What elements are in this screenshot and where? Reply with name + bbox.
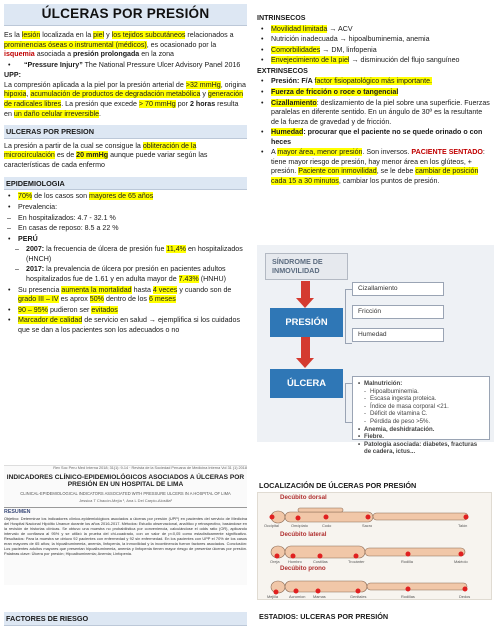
list-item [4, 192, 247, 202]
arrow-down-icon [296, 298, 314, 308]
highlight: mayores de 65 años [88, 192, 154, 201]
highlight: Marcador de calidad [18, 316, 83, 325]
highlight: Envejecimiento de la piel [271, 56, 350, 65]
list-item [257, 128, 491, 147]
list-item [4, 286, 247, 305]
point-label: Maléolo [454, 559, 468, 564]
list-item [12, 265, 247, 284]
definition-paragraph [4, 31, 247, 60]
text: La presión a partir de la cual se consigue la [4, 141, 143, 150]
section-header-ulceras: ULCERAS POR PRESION [4, 125, 247, 139]
list-item [4, 306, 247, 316]
upp-label: UPP: [4, 71, 21, 80]
list-item: • Anemia, deshidratación. [357, 426, 485, 434]
list-item [4, 235, 247, 245]
highlight: piel [93, 31, 105, 39]
list-item [4, 214, 247, 224]
text: En hospitalizados: 4.7 - 32.1 % [18, 213, 116, 222]
text: aunque puede variar según las características de cada enfermo [4, 151, 208, 170]
article-title-english: CLINICAL-EPIDEMIOLOGICAL INDICATORS ASSOCIATED WITH PRESSURE ULCERS IN A HOSPITAL OF LIMA [20, 491, 231, 497]
text: es de [54, 151, 77, 160]
diagram-header: SÍNDROME DE INMOVILIDAD [265, 253, 348, 280]
highlight: evitados [91, 305, 118, 314]
list-item [4, 224, 247, 234]
highlight: 7.43% [178, 274, 199, 283]
list-item: - Índice de masa corporal <21. [357, 403, 485, 411]
highlight: un daño celular irreversible [13, 109, 100, 118]
text: de servicio en salud → ejemplifica si los cuidados que se dan a los pacientes son los adecuados o no [18, 316, 240, 334]
reference-source: The National Pressure Ulcer Advisory Panel 2016 [82, 60, 241, 69]
point-label: Acromion [289, 594, 306, 599]
highlight: los tejidos subcutáneos [111, 31, 186, 39]
arrow-stem-1 [301, 281, 310, 299]
highlight: 50% [89, 295, 104, 304]
highlight: hipoxia [4, 90, 27, 99]
extrinsecos-list [257, 77, 491, 186]
text: resulta en [4, 99, 239, 118]
text: y [104, 31, 112, 39]
section-header-localizacion: LOCALIZACIÓN DE ÚLCERAS POR PRESIÓN [257, 481, 492, 492]
text: : tiene mayor riesgo de presión, hay menor área en los glúteos, + presión. [271, 148, 485, 176]
list-item [257, 99, 491, 128]
keyword: 2 horas [189, 99, 216, 108]
point-label: Talón [458, 523, 468, 528]
text: . Son inversos. [362, 148, 412, 157]
text: asociada a [34, 50, 74, 59]
left-column [4, 4, 247, 335]
text: y cuando son de [177, 285, 232, 294]
list-item [257, 77, 491, 87]
highlight: Comorbilidades [271, 45, 321, 54]
list-item [257, 25, 491, 35]
text: La compresión aplicada a la piel por la presión arterial de [4, 80, 186, 89]
highlight: Movilidad limitada [271, 24, 328, 33]
point-label: Genitales [350, 594, 367, 599]
list-item: - Hipoalbuminemia. [357, 388, 485, 396]
list-item [257, 88, 491, 98]
text: → ACV [327, 24, 353, 33]
text: Su presencia [18, 285, 62, 294]
text: en la zona [139, 50, 174, 59]
journal-reference: Rev Soc Peru Med Interna 2018; 31(1): 9-14 · Revista de la Sociedad Peruana de Medicina Interna Vol 31 (1) 2018 [53, 466, 247, 470]
upp-paragraph [4, 81, 247, 119]
extrinsecos-heading: EXTRINSECOS [257, 66, 308, 75]
text: en hospitalizados (HNCH) [26, 245, 243, 263]
article-authors: Jessica T Chacón-Mejía ¹, Ana L Del Carpio-Alosilla² [79, 497, 172, 503]
highlight: Cizallamiento [271, 98, 317, 107]
text: , cambiar los puntos de presión. [338, 177, 440, 185]
list-item [4, 316, 247, 335]
label-decubito-prono: Decúbito prono [280, 565, 326, 572]
arrow-stem-2 [301, 337, 310, 359]
malnutrition-bracket [345, 383, 352, 423]
text: localizada en la [40, 31, 94, 39]
list-item [4, 203, 247, 213]
page-title: ÚLCERAS POR PRESIÓN [41, 6, 210, 22]
figure-lateral [271, 546, 465, 558]
inmovilidad-diagram [257, 245, 494, 456]
text: , origina [220, 80, 246, 89]
text: : deslizamiento de la piel sobre una superficie. Fuerzas paralelas en diferente sentido. En un ángulo de 30º es la resultante de la fuerza de gravedad y de fricción. [271, 98, 490, 126]
highlight: cambiar de posición cada 15 a 30 minutos [271, 167, 479, 185]
ulcera-box: ÚLCERA [270, 369, 343, 398]
highlight: Paciente con inmovilidad [298, 167, 377, 176]
point-label: Hombro [288, 559, 302, 564]
text: , es ocasionado por la [146, 40, 217, 49]
article-excerpt [4, 465, 247, 585]
highlight: prominencias óseas o instrumental (médicos) [4, 40, 147, 49]
text: la frecuencia de úlcera de presión fue [44, 245, 167, 254]
section-header-factores: FACTORES DE RIESGO [4, 612, 247, 626]
list-item [12, 245, 247, 264]
highlight: > 70 mmHg [138, 99, 176, 108]
list-item: • Fiebre. [357, 433, 485, 441]
article-title: INDICADORES CLÍNICO-EPIDEMIOLÓGICOS ASOCIADOS A ÚLCERAS POR PRESIÓN EN UN HOSPITAL DE LIMA [6, 473, 245, 489]
list-item [257, 35, 491, 45]
highlight: generación de radicales libres [4, 90, 244, 108]
epidemiology-list [4, 192, 247, 335]
highlight: 11,4% [166, 245, 186, 254]
point-label: Costillas [313, 559, 328, 564]
text: , se le debe [376, 167, 416, 176]
highlight: grado III – IV [18, 295, 59, 304]
highlight: lesión [21, 31, 41, 39]
intrinsecos-list [257, 25, 491, 66]
highlight: Humedad [271, 128, 304, 137]
reference-item [4, 61, 247, 71]
list-item: - Déficit de vitamina C. [357, 410, 485, 418]
body-figures [258, 493, 493, 601]
point-label: Rodilla [401, 559, 413, 564]
presion-box: PRESIÓN [270, 308, 343, 337]
arrow-down-icon [296, 358, 314, 368]
label-decubito-lateral: Decúbito lateral [280, 531, 327, 538]
text: hasta [131, 285, 153, 294]
text: → disminución del flujo sanguíneo [349, 56, 460, 65]
highlight: Fuerza de fricción o roce o tangencial [271, 87, 399, 96]
point-label: Mamas [313, 594, 326, 599]
text: Es la [4, 31, 22, 39]
right-column [257, 14, 491, 187]
ulceras-paragraph [4, 142, 247, 171]
list-item: • Patología asociada: diabetes, fracturas de cadera, ictus... [357, 441, 485, 456]
highlight: factor fisiopatológico más importante. [314, 77, 432, 86]
text: . [99, 109, 102, 118]
keyword: isquemia [4, 50, 35, 59]
highlight: >32 mmHg [185, 80, 221, 89]
keyword: Presión: F/A [271, 77, 315, 86]
keyword: 2017: [26, 265, 45, 274]
malnutrition-box [352, 376, 490, 456]
keyword: : procurar que el paciente no se quede orinado o con heces [271, 128, 483, 146]
figure-prono [271, 581, 467, 593]
text: por [175, 99, 190, 108]
highlight: 4 veces [152, 285, 178, 294]
keyword: 2007: [26, 245, 45, 254]
page-title-bar [4, 4, 247, 26]
text: es aprox [58, 295, 90, 304]
list-item: - Pérdida de peso >5%. [357, 418, 485, 426]
text: Nutrición inadecuada → hipoalbuminemia, anemia [271, 35, 430, 44]
text: de los casos son [32, 192, 89, 201]
highlight: 90 – 95% [18, 305, 48, 314]
highlight: 70% [18, 192, 33, 201]
factor-bracket [345, 289, 352, 344]
list-item [257, 56, 491, 66]
keyword: PACIENTE SENTADO [411, 148, 483, 157]
highlight: 6 meses [148, 295, 176, 304]
point-label: Occipital [264, 523, 279, 528]
text: Prevalencia: [18, 203, 58, 211]
highlight: mayor área, menor presión [277, 148, 363, 157]
section-header-estadios: ESTADIOS: ULCERAS POR PRESIÓN [257, 610, 492, 623]
highlight: obliteración de la microcirculación [4, 141, 197, 160]
text: → DM, linfopenia [320, 45, 377, 54]
malnutrition-title: • Malnutrición: [357, 380, 485, 388]
point-label: Omóplato [291, 523, 308, 528]
intrinsecos-heading: INTRINSECOS [257, 14, 306, 22]
factor-friccion: Fricción [352, 305, 444, 319]
point-label: Mejilla [267, 594, 279, 599]
factor-cizallamiento: Cizallamiento [352, 282, 444, 296]
label-decubito-dorsal: Decúbito dorsal [280, 494, 327, 501]
highlight: aumenta la mortalidad [61, 285, 132, 294]
point-label: Codo [322, 523, 332, 528]
list-item: - Escasa ingesta proteica. [357, 395, 485, 403]
factor-humedad: Humedad [352, 328, 444, 342]
abstract-text: Objetivo: Determinar los indicadores clínico-epidemiológicos asociados a úlceras por presión (UPP) en pacientes del servicio de Medicina del Hospital Nacional Hipólito Unanue durante los años 2016-2017. Métodos: Estudio observacional, analítico y retrospectivo, basándose en la revisión de historias clínicas. Se obtuvo una muestra no probabilística por conveniencia, calculándose el odds ratio (OR), aplicando intervalo de confianza al 95% y se utilizó la prueba del chi-cuadrado, con un valor de p<0,05 como estadísticamente significativo. Resultados: Para la muestra se obtuvo 92 pacientes con enfermedad y 92 sin enfermedad. En los pacientes con UPP el 70% de los casos eran mayores de 65 años; la hipoalbuminemia, anemia, linfopenia, la inmovilidad y la incontinencia fueron factores asociados. Conclusión: Los pacientes adultos mayores que presentan hipoalbuminemia, anemia y linfopenia tienen mayor riesgo de presentar úlceras por presión. Palabras clave: Úlcera por presión; Hipoalbuminemia; Anemia; Linfopenia. [4, 516, 247, 556]
reference-title: “Pressure Injury” [24, 60, 83, 69]
list-item [257, 148, 491, 186]
abstract-heading: RESUMEN [4, 507, 247, 516]
list-item [257, 46, 491, 56]
text: la prevalencia de úlcera por presión en pacientes adultos hospitalizados fue de 1.61 y en adulta mayor de [26, 265, 226, 283]
text: En casas de reposo: 8.5 a 22 % [18, 224, 119, 233]
text: dentro de los [103, 295, 149, 304]
malnutrition-list [357, 380, 485, 456]
keyword: presión prolongada [73, 50, 140, 59]
text: y [200, 90, 208, 99]
text: relacionados a [185, 31, 234, 39]
point-label: Rodillas [401, 594, 415, 599]
text: A [271, 148, 278, 157]
point-label: Oreja [270, 559, 280, 564]
text: (HNHU) [198, 274, 226, 283]
point-label: Trocánter [348, 559, 365, 564]
keyword: PERÚ [18, 234, 38, 243]
highlight: 20 mmHg [76, 151, 109, 160]
point-label: Sacro [362, 523, 373, 528]
body-location-diagram [257, 492, 492, 600]
text: , [26, 90, 31, 99]
reference-list [4, 61, 247, 71]
text: pudieron ser [47, 305, 92, 314]
text: . La presión que excede [61, 99, 139, 108]
highlight: acumulación de productos de degradación metabólica [30, 90, 201, 99]
point-label: Dedos [459, 594, 471, 599]
section-header-epidemiologia: EPIDEMIOLOGIA [4, 177, 247, 191]
